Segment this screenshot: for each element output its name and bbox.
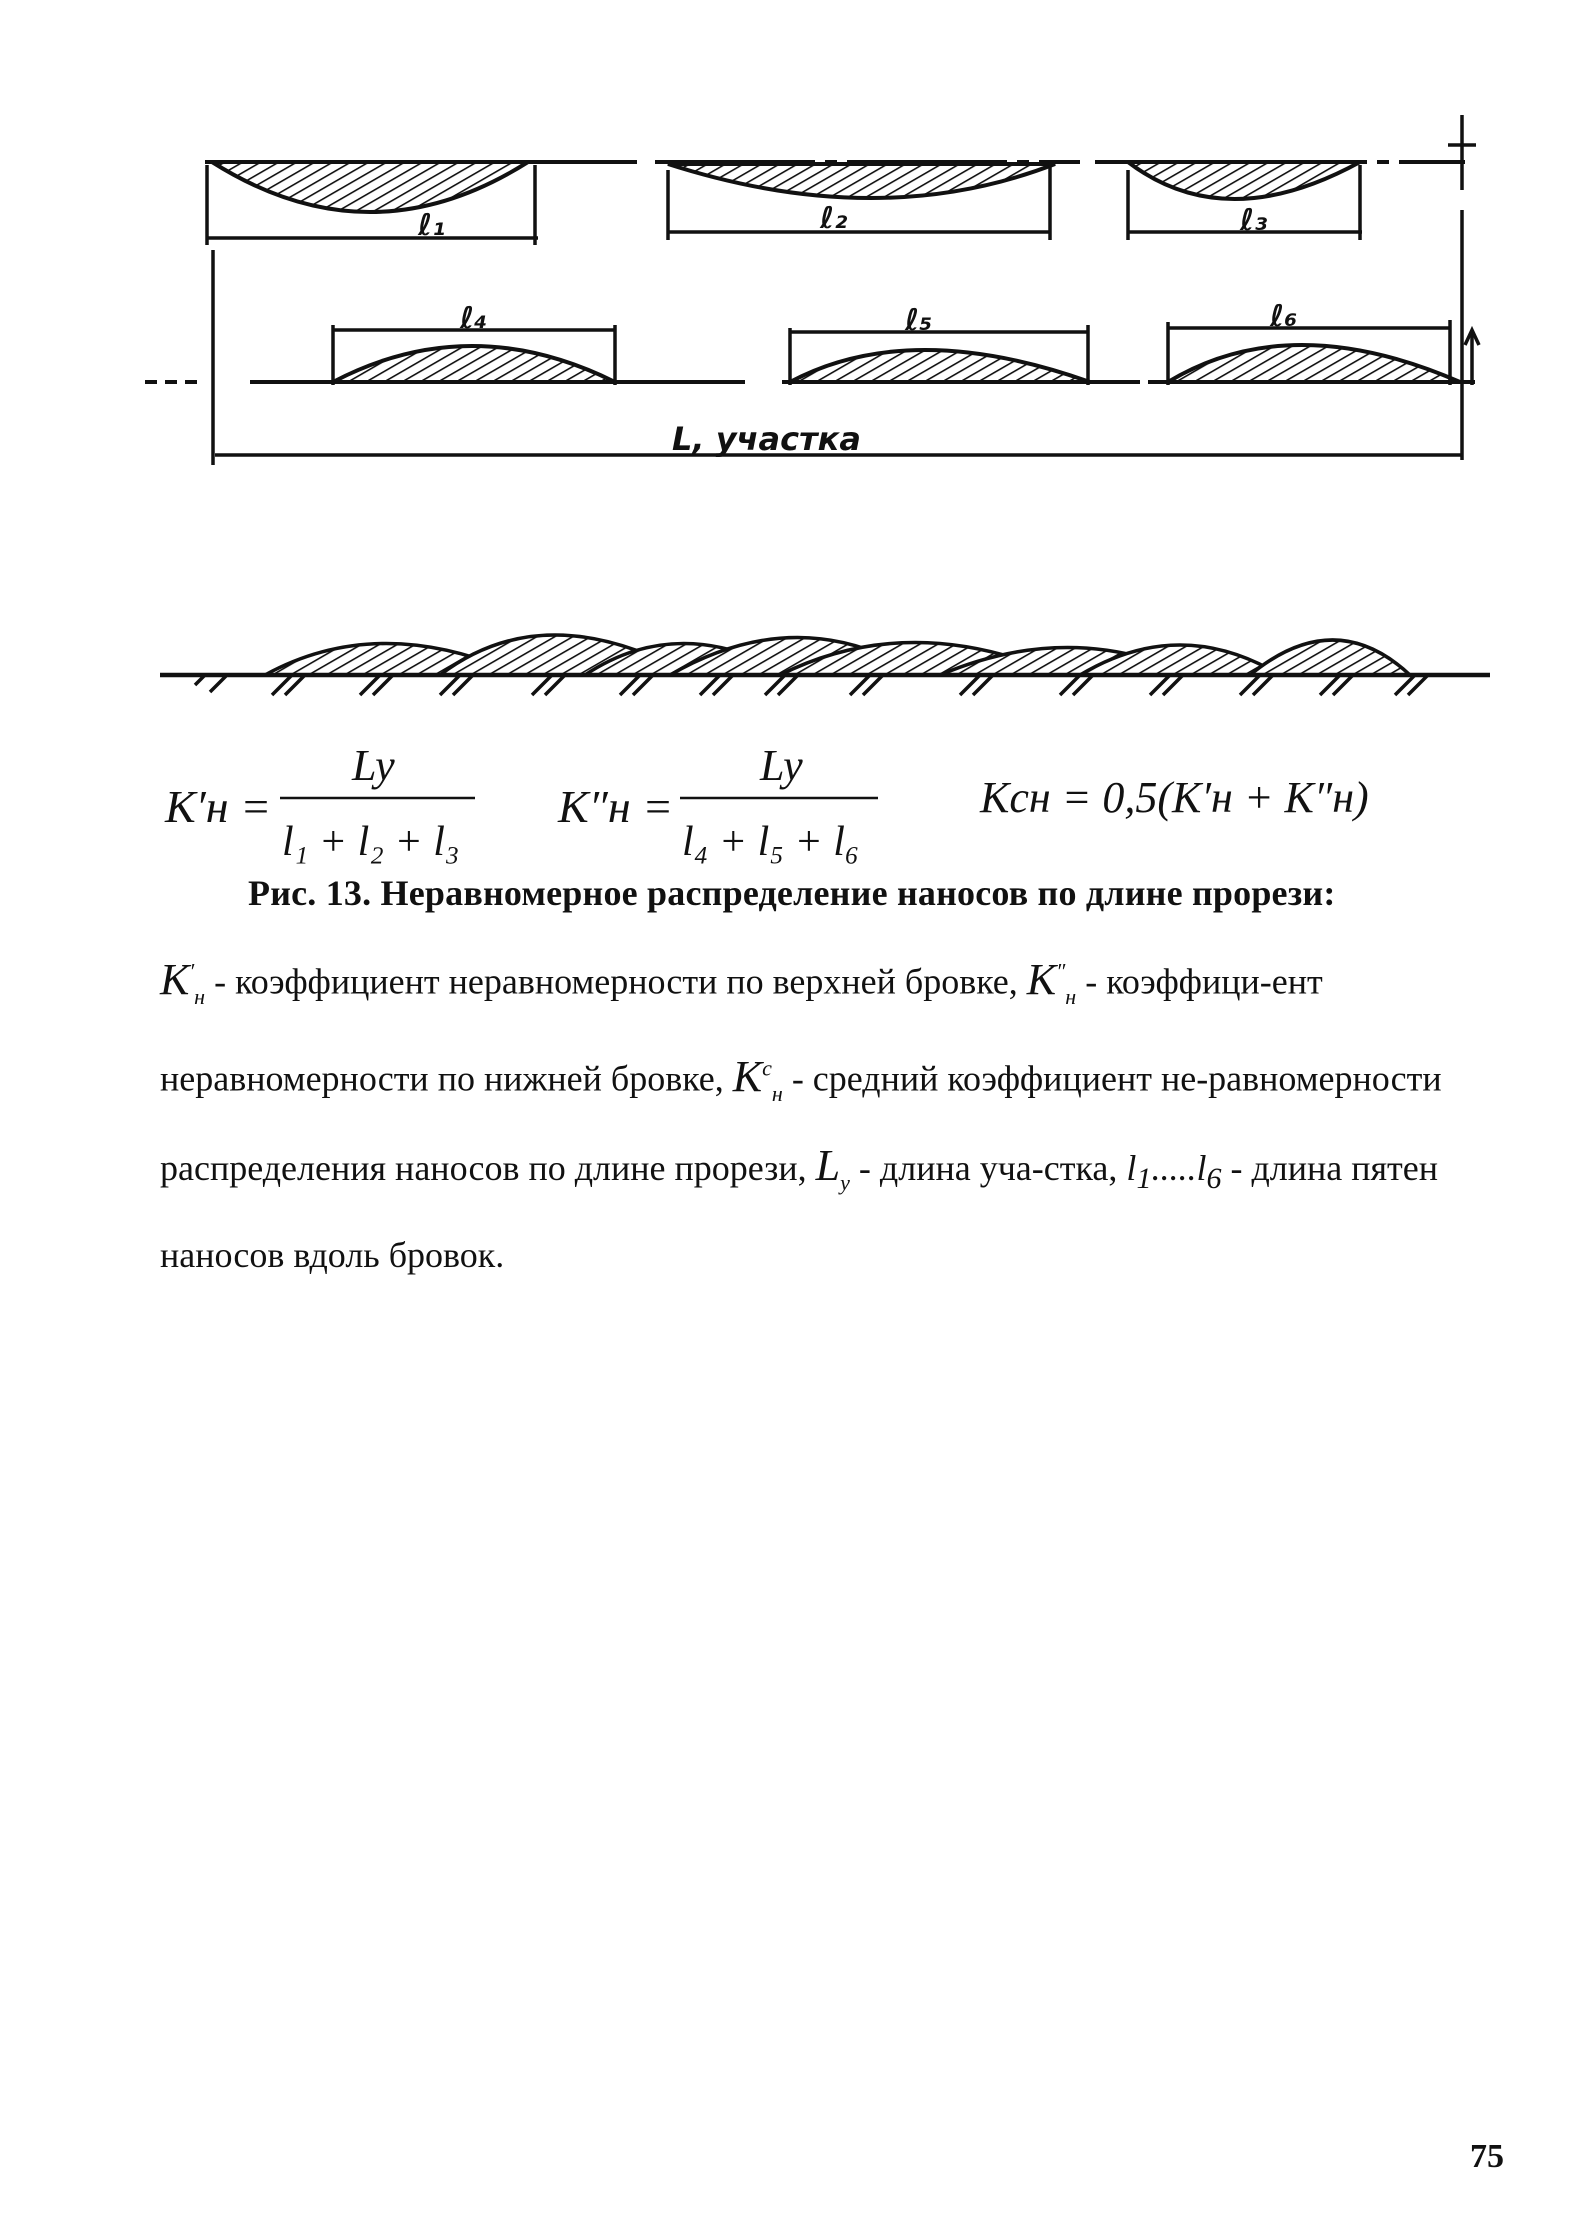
symbol-l1-l6: $l_1.....l_6$ xyxy=(1126,1147,1222,1196)
label-total-length: L, участка xyxy=(672,420,861,458)
figure-sediment-distribution xyxy=(0,0,1570,900)
label-l1: ℓ₁ xyxy=(418,208,446,243)
label-l4: ℓ₄ xyxy=(460,301,488,336)
formula-k-lower xyxy=(557,741,878,865)
svg-text:Ly: Ly xyxy=(352,741,395,790)
symbol-ly: $L_y$ xyxy=(815,1140,850,1195)
svg-text:l₁ + l₂ + l₃: l₁ + l₂ + l₃ xyxy=(282,819,460,865)
caption-text-1: - коэффициент неравномерности по верхней бровке, xyxy=(214,961,1018,1002)
caption-text-2: - коэффици-ент неравномерности по нижней бровке, xyxy=(160,961,1323,1100)
svg-text:Kсн = 0,5(K′н + K″н): Kсн = 0,5(K′н + K″н) xyxy=(980,773,1369,822)
formula-k-average xyxy=(979,773,1369,822)
label-l2: ℓ₂ xyxy=(820,201,848,236)
label-l5: ℓ₅ xyxy=(905,303,933,338)
label-l3: ℓ₃ xyxy=(1240,203,1268,238)
caption-text-3: - средний коэффициент не-равномерности распределения наносов по длине прорези, xyxy=(160,1059,1442,1188)
symbol-k-average: $K^с_н$ xyxy=(732,1052,783,1106)
formula-k-upper xyxy=(164,741,475,865)
label-l6: ℓ₆ xyxy=(1270,299,1298,334)
svg-text:Ly: Ly xyxy=(760,741,803,790)
page-number: 75 xyxy=(1470,2138,1504,2175)
svg-text:K′н =: K′н = xyxy=(165,781,272,832)
symbol-k-lower: $K''_н$ xyxy=(1026,954,1077,1009)
ground-profile xyxy=(160,635,1490,695)
figure-caption-title: Рис. 13. Неравномерное распределение наносов по длине прорези: xyxy=(248,873,1336,913)
svg-text:K″н =: K″н = xyxy=(558,781,674,832)
symbol-k-upper: $K'_н$ xyxy=(160,954,206,1009)
svg-text:l₄ + l₅ + l₆: l₄ + l₅ + l₆ xyxy=(682,819,860,865)
lower-brink xyxy=(145,345,1475,382)
caption-text-5: - длина пятен наносов вдоль бровок. xyxy=(160,1147,1439,1275)
figure-caption-body xyxy=(160,935,1520,1291)
caption-text-4: - длина уча-стка, xyxy=(858,1147,1118,1188)
